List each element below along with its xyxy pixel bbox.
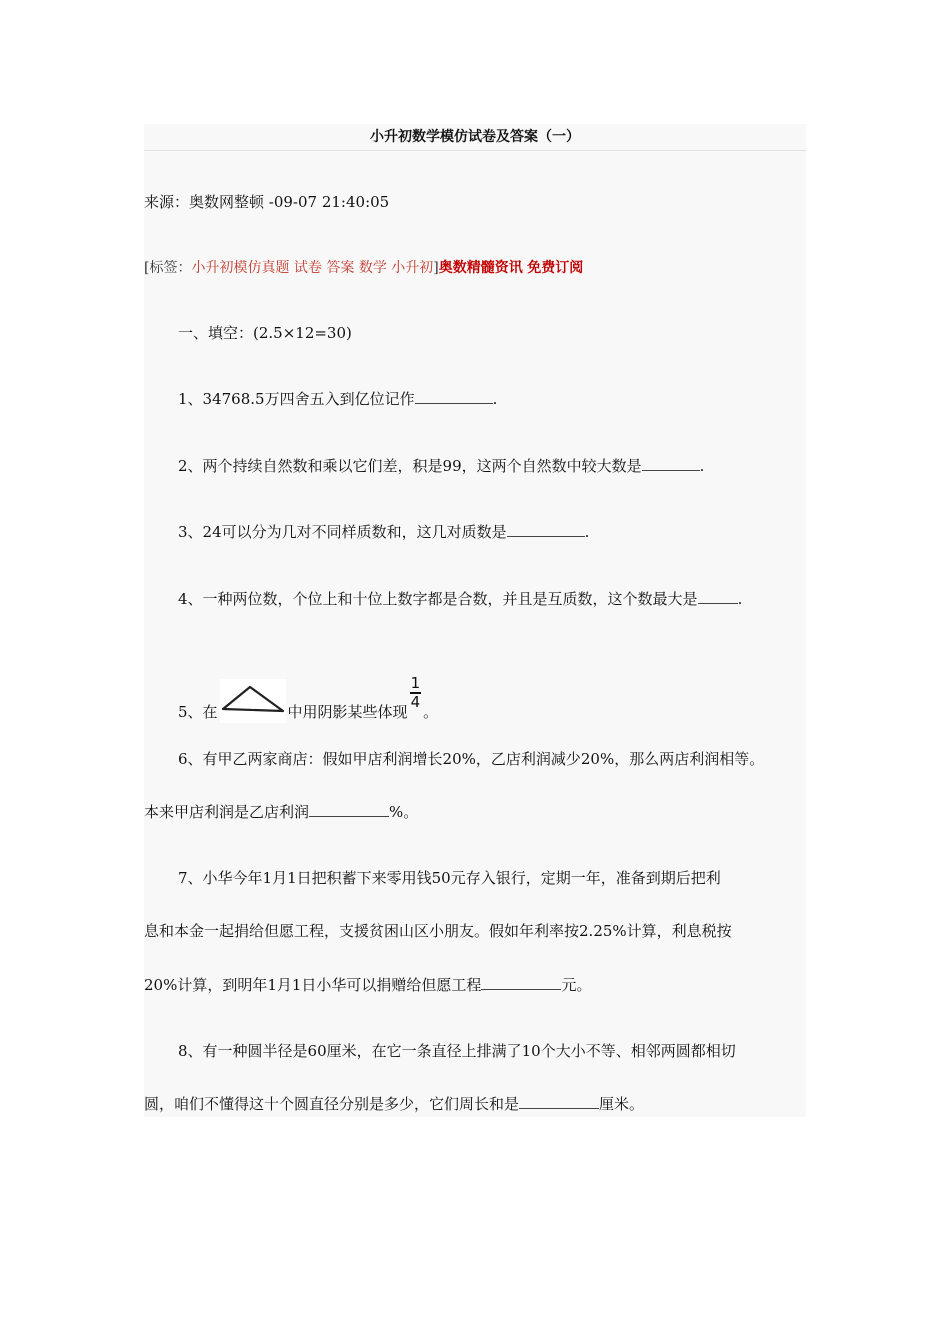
question-7-line-2: 息和本金一起捐给但愿工程，支援贫困山区小朋友。假如年利率按2.25%计算，利息税按 bbox=[144, 922, 732, 940]
question-6-line-2 bbox=[144, 802, 418, 822]
tag-link-answer[interactable]: 答案 bbox=[326, 260, 355, 276]
question-4 bbox=[178, 589, 742, 609]
fraction-one-quarter bbox=[410, 675, 422, 711]
triangle-icon bbox=[220, 679, 286, 723]
question-8-end: 厘米。 bbox=[599, 1095, 645, 1113]
question-3 bbox=[178, 522, 589, 542]
tag-link-exam-paper[interactable]: 试卷 bbox=[293, 260, 322, 276]
fraction-denominator: 4 bbox=[410, 693, 421, 711]
question-6-text: 本来甲店利润是乙店利润 bbox=[144, 803, 310, 821]
question-7-text: 20%计算，到明年1月1日小华可以捐赠给但愿工程 bbox=[144, 976, 482, 994]
question-8-text: 圆，咱们不懂得这十个圆直径分别是多少，它们周长和是 bbox=[144, 1095, 520, 1113]
answer-blank-8 bbox=[519, 1094, 599, 1109]
answer-blank-4 bbox=[698, 589, 738, 604]
question-7-line-3 bbox=[144, 975, 591, 995]
tag-suffix: ] bbox=[433, 260, 439, 276]
question-2-text: 2、两个持续自然数和乘以它们差，积是99，这两个自然数中较大数是 bbox=[178, 457, 642, 475]
question-8-line-2 bbox=[144, 1094, 644, 1114]
answer-blank-6 bbox=[309, 802, 389, 817]
question-2 bbox=[178, 456, 704, 476]
question-3-end: . bbox=[584, 523, 590, 541]
question-5-end: 。 bbox=[423, 703, 439, 721]
tag-link-xiaoshengchu[interactable]: 小升初 bbox=[391, 260, 434, 276]
question-5-pre: 5、在 bbox=[178, 703, 218, 721]
tag-link-mock-exam[interactable]: 小升初模仿真题 bbox=[191, 260, 290, 276]
link-free-subscribe[interactable]: 免费订阅 bbox=[527, 260, 584, 276]
question-7-end: 元。 bbox=[561, 976, 592, 994]
answer-blank-7 bbox=[481, 975, 561, 990]
question-2-end: . bbox=[699, 457, 705, 475]
document-page bbox=[144, 124, 806, 1117]
question-6-line-1: 6、有甲乙两家商店：假如甲店利润增长20%，乙店利润减少20%，那么两店利润相等。 bbox=[178, 750, 765, 768]
question-3-text: 3、24可以分为几对不同样质数和，这几对质数是 bbox=[178, 523, 507, 541]
tag-line bbox=[144, 258, 583, 278]
answer-blank-3 bbox=[507, 522, 585, 537]
question-1-end: . bbox=[492, 390, 498, 408]
question-7-line-1: 7、小华今年1月1日把积蓄下来零用钱50元存入银行，定期一年，准备到期后把利 bbox=[178, 869, 721, 887]
answer-blank-2 bbox=[642, 456, 700, 471]
tag-link-math[interactable]: 数学 bbox=[358, 260, 387, 276]
triangle-figure bbox=[220, 679, 286, 723]
question-5 bbox=[178, 674, 439, 729]
question-5-mid: 中用阴影某些体现 bbox=[287, 703, 408, 721]
fraction-numerator: 1 bbox=[410, 674, 421, 692]
tag-prefix: [标签： bbox=[144, 260, 192, 276]
answer-blank-1 bbox=[415, 389, 493, 404]
document-title: 小升初数学模仿试卷及答案（一） bbox=[144, 124, 806, 151]
question-1 bbox=[178, 389, 497, 409]
question-1-text: 1、34768.5万四舍五入到亿位记作 bbox=[178, 390, 415, 408]
question-4-text: 4、一种两位数，个位上和十位上数字都是合数，并且是互质数，这个数最大是 bbox=[178, 590, 698, 608]
question-8-line-1: 8、有一种圆半径是60厘米，在它一条直径上排满了10个大小不等、相邻两圆都相切 bbox=[178, 1042, 736, 1060]
section-heading: 一、填空：(2.5×12=30) bbox=[178, 324, 352, 342]
link-olympiad-news[interactable]: 奥数精髓资讯 bbox=[438, 260, 523, 276]
question-4-end: . bbox=[737, 590, 743, 608]
question-6-end: %。 bbox=[389, 803, 419, 821]
source-line: 来源：奥数网整顿 -09-07 21:40:05 bbox=[144, 193, 390, 211]
